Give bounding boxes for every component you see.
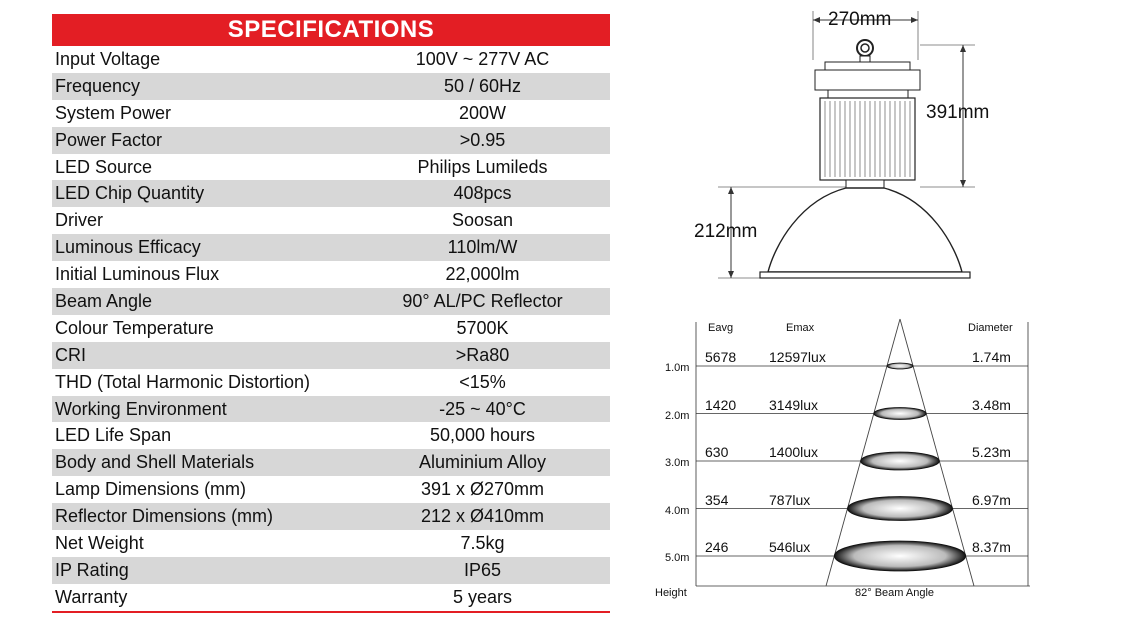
spec-value: 50,000 hours bbox=[429, 425, 536, 446]
spec-value: Aluminium Alloy bbox=[418, 452, 547, 473]
spec-value: 22,000lm bbox=[445, 264, 520, 285]
spec-label: Working Environment bbox=[55, 398, 227, 419]
beam-spot bbox=[861, 452, 940, 470]
beam-spot bbox=[887, 363, 913, 369]
spec-value: 212 x Ø410mm bbox=[420, 506, 545, 527]
spec-value: Philips Lumileds bbox=[417, 156, 548, 177]
spec-label: Colour Temperature bbox=[55, 317, 214, 338]
spec-row bbox=[52, 73, 610, 100]
spec-row bbox=[52, 154, 610, 181]
spec-value: 110lm/W bbox=[447, 237, 518, 258]
spec-value: 50 / 60Hz bbox=[443, 75, 522, 96]
spec-label: Body and Shell Materials bbox=[55, 452, 255, 473]
spec-label: LED Chip Quantity bbox=[55, 183, 205, 204]
spec-label: Reflector Dimensions (mm) bbox=[55, 506, 274, 527]
spec-value: 90° AL/PC Reflector bbox=[402, 290, 563, 311]
spec-row bbox=[52, 127, 610, 154]
emax-value: 1400lux bbox=[769, 444, 819, 460]
neck bbox=[846, 180, 884, 188]
beam-height-label: 5.0m bbox=[665, 552, 690, 564]
spec-value: 391 x Ø270mm bbox=[420, 479, 545, 500]
specifications-title: SPECIFICATIONS bbox=[52, 14, 610, 46]
arrowhead bbox=[960, 180, 966, 187]
eavg-value: 246 bbox=[705, 539, 729, 555]
spec-value: -25 ~ 40°C bbox=[439, 398, 526, 419]
spec-label: Driver bbox=[55, 210, 103, 231]
spec-label: Input Voltage bbox=[55, 48, 161, 69]
spec-row bbox=[52, 261, 610, 288]
spec-label: Net Weight bbox=[55, 532, 144, 553]
width-dimension-label: 270mm bbox=[828, 9, 892, 30]
driver-box bbox=[815, 70, 920, 90]
spec-row bbox=[52, 503, 610, 530]
height-footer: Height bbox=[655, 587, 687, 599]
spec-label: Initial Luminous Flux bbox=[55, 264, 220, 285]
spec-row bbox=[52, 584, 610, 611]
diameter-value: 8.37m bbox=[972, 539, 1011, 555]
spec-value: >Ra80 bbox=[455, 344, 510, 365]
spec-label: Frequency bbox=[55, 75, 141, 96]
spec-value: <15% bbox=[459, 371, 506, 392]
eavg-value: 630 bbox=[705, 444, 729, 460]
spec-value: 408pcs bbox=[453, 183, 512, 204]
eavg-value: 354 bbox=[705, 491, 729, 508]
reflector-height-dimension-label: 212mm bbox=[694, 221, 758, 242]
spec-row bbox=[52, 449, 610, 476]
spec-label: LED Life Span bbox=[55, 425, 172, 446]
beam-angle-chart bbox=[650, 316, 1040, 606]
spec-label: CRI bbox=[55, 344, 86, 365]
diameter-header: Diameter bbox=[968, 322, 1013, 334]
spec-row bbox=[52, 46, 610, 73]
spec-row bbox=[52, 476, 610, 503]
beam-spot bbox=[847, 497, 952, 521]
beam-spot bbox=[874, 408, 926, 420]
eavg-header: Eavg bbox=[708, 322, 734, 334]
arrowhead bbox=[911, 17, 918, 23]
spec-row bbox=[52, 342, 610, 369]
lamp-dimension-drawing bbox=[690, 5, 1020, 295]
beam-height-label: 3.0m bbox=[665, 457, 690, 469]
spec-value: Soosan bbox=[451, 210, 514, 231]
spec-value: 200W bbox=[458, 102, 507, 123]
spec-row bbox=[52, 100, 610, 127]
emax-header: Emax bbox=[786, 322, 815, 334]
spec-value: >0.95 bbox=[459, 129, 506, 150]
heat-sink bbox=[820, 98, 915, 180]
spec-row bbox=[52, 180, 610, 207]
beam-height-label: 2.0m bbox=[665, 409, 690, 422]
spec-row bbox=[52, 557, 610, 584]
emax-value: 3149lux bbox=[769, 396, 819, 413]
spec-value: 5 years bbox=[452, 586, 513, 607]
spec-label: Luminous Efficacy bbox=[55, 237, 201, 258]
driver-base bbox=[828, 90, 908, 98]
diameter-value: 1.74m bbox=[972, 349, 1011, 365]
eavg-value: 1420 bbox=[705, 396, 737, 413]
spec-value: 5700K bbox=[456, 317, 509, 338]
spec-label: Lamp Dimensions (mm) bbox=[55, 479, 247, 500]
hanging-ring bbox=[857, 40, 873, 56]
spec-label: System Power bbox=[55, 102, 172, 123]
spec-label: IP Rating bbox=[55, 559, 129, 580]
spec-row bbox=[52, 315, 610, 342]
spec-row bbox=[52, 369, 610, 396]
spec-row bbox=[52, 422, 610, 449]
height-dimension-label: 391mm bbox=[926, 102, 990, 123]
arrowhead bbox=[728, 187, 734, 194]
specifications-table bbox=[52, 14, 610, 613]
arrowhead bbox=[813, 17, 820, 23]
spec-label: Power Factor bbox=[55, 129, 163, 150]
spec-label: LED Source bbox=[55, 156, 153, 177]
spec-row bbox=[52, 530, 610, 557]
reflector-rim bbox=[760, 272, 970, 278]
spec-label: Beam Angle bbox=[55, 290, 153, 311]
beam-spot bbox=[834, 541, 965, 571]
emax-value: 546lux bbox=[769, 539, 811, 555]
arrowhead bbox=[728, 271, 734, 278]
beam-angle-footer: 82° Beam Angle bbox=[855, 587, 935, 599]
spec-value: IP65 bbox=[463, 559, 502, 580]
eavg-value: 5678 bbox=[705, 349, 737, 365]
diameter-value: 3.48m bbox=[972, 396, 1011, 413]
spec-row bbox=[52, 234, 610, 261]
arrowhead bbox=[960, 45, 966, 52]
spec-row bbox=[52, 288, 610, 315]
hanging-ring-inner bbox=[861, 44, 869, 52]
spec-rows bbox=[52, 46, 610, 611]
spec-label: Warranty bbox=[55, 586, 128, 607]
emax-value: 787lux bbox=[769, 491, 811, 508]
spec-value: 7.5kg bbox=[460, 532, 505, 553]
spec-label: THD (Total Harmonic Distortion) bbox=[55, 371, 311, 392]
diameter-value: 6.97m bbox=[972, 491, 1011, 508]
spec-value: 100V ~ 277V AC bbox=[415, 48, 550, 69]
reflector bbox=[768, 188, 962, 272]
beam-height-label: 4.0m bbox=[665, 504, 690, 517]
spec-bottom-rule bbox=[52, 611, 610, 613]
beam-height-label: 1.0m bbox=[665, 362, 690, 374]
diameter-value: 5.23m bbox=[972, 444, 1011, 460]
spec-row bbox=[52, 396, 610, 423]
spec-row bbox=[52, 207, 610, 234]
emax-value: 12597lux bbox=[769, 349, 826, 365]
